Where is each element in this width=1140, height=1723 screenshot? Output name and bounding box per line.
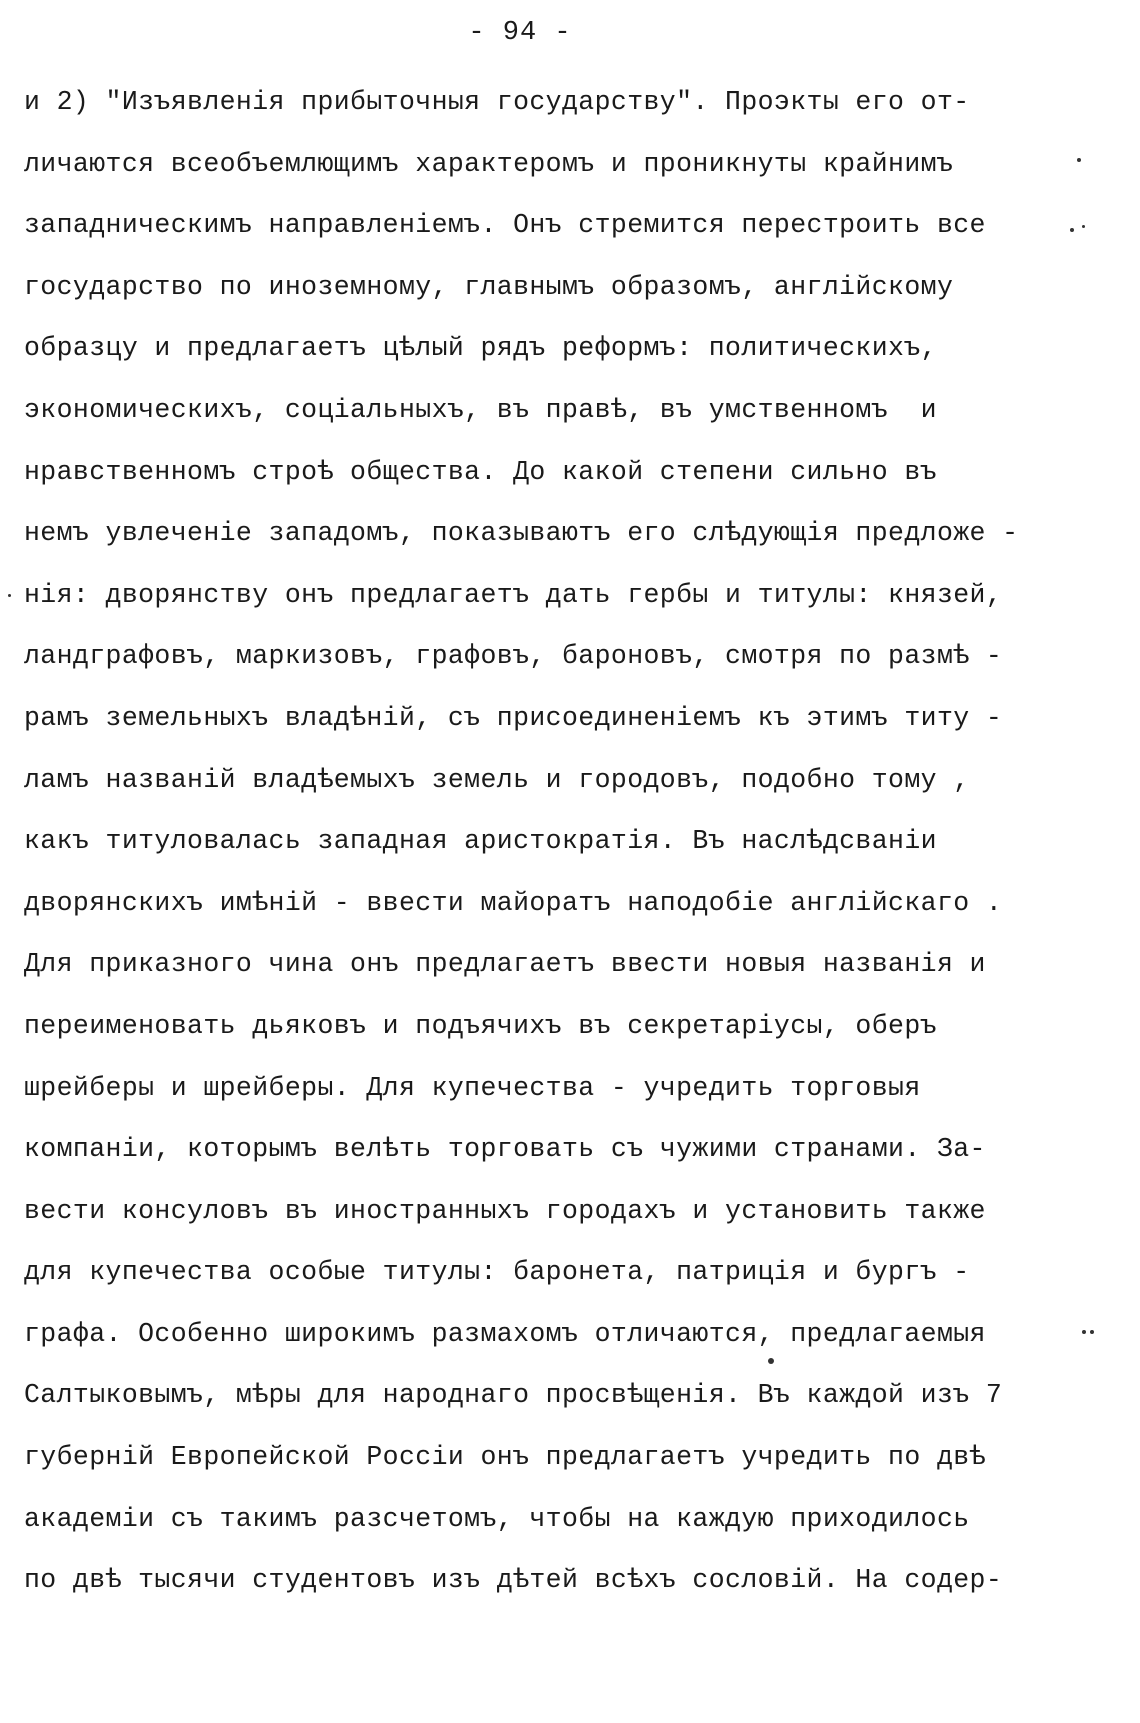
- scan-speck: [1070, 228, 1074, 232]
- scan-speck: [8, 594, 11, 597]
- text-line: академіи съ такимъ разсчетомъ, чтобы на каждую приходилось: [24, 1503, 970, 1534]
- text-line: западническимъ направленіемъ. Онъ стремится перестроить все: [24, 210, 986, 241]
- text-line: компаніи, которымъ велѣть торговать съ чужими странами. За-: [24, 1134, 986, 1165]
- scan-speck: [768, 1358, 774, 1364]
- text-line: вести консуловъ въ иностранныхъ городахъ и установить также: [24, 1195, 986, 1226]
- text-line: дворянскихъ имѣній - ввести майоратъ наподобіе англійскаго .: [24, 887, 1003, 918]
- text-line: по двѣ тысячи студентовъ изъ дѣтей всѣхъ сословій. На содер-: [24, 1565, 1003, 1596]
- text-line: экономическихъ, соціальныхъ, въ правѣ, въ умственномъ и: [24, 394, 937, 425]
- text-line: губерній Европейской Россіи онъ предлагаетъ учредить по двѣ: [24, 1442, 986, 1473]
- text-line: ламъ названій владѣемыхъ земель и городовъ, подобно тому ,: [24, 764, 970, 795]
- text-line: нія: дворянству онъ предлагаетъ дать гербы и титулы: князей,: [24, 579, 1003, 610]
- text-line: графа. Особенно широкимъ размахомъ отличаются, предлагаемыя: [24, 1318, 986, 1349]
- text-line: Салтыковымъ, мѣры для народнаго просвѣщенія. Въ каждой изъ 7: [24, 1380, 1003, 1411]
- text-line: переименовать дьяковъ и подъячихъ въ секретаріусы, оберъ: [24, 1010, 937, 1041]
- text-line: личаются всеобъемлющимъ характеромъ и проникнуты крайнимъ: [24, 148, 954, 179]
- text-line: для купечества особые титулы: баронета, патриція и бургъ -: [24, 1257, 970, 1288]
- body-text: [24, 72, 1044, 1612]
- page-number: - 94 -: [468, 18, 572, 48]
- text-line: ландграфовъ, маркизовъ, графовъ, бароновъ, смотря по размѣ -: [24, 641, 1003, 672]
- scan-speck: [1077, 158, 1081, 162]
- text-line: немъ увлеченіе западомъ, показываютъ его слѣдующія предложе -: [24, 518, 1019, 549]
- scan-speck: [1082, 1330, 1086, 1334]
- scan-speck: [1090, 1330, 1094, 1334]
- text-line: шрейберы и шрейберы. Для купечества - учредить торговыя: [24, 1072, 921, 1103]
- text-line: образцу и предлагаетъ цѣлый рядъ реформъ: политическихъ,: [24, 333, 937, 364]
- text-line: какъ титуловалась западная аристократія. Въ наслѣдсваніи: [24, 826, 937, 857]
- text-line: рамъ земельныхъ владѣній, съ присоединеніемъ къ этимъ титу -: [24, 702, 1003, 733]
- text-line: государство по иноземному, главнымъ образомъ, англійскому: [24, 271, 954, 302]
- text-line: и 2) "Изъявленія прибыточныя государству". Проэкты его от-: [24, 87, 970, 117]
- text-line: Для приказного чина онъ предлагаетъ ввести новыя названія и: [24, 949, 986, 980]
- scan-speck: [1082, 225, 1085, 228]
- text-line: нравственномъ строѣ общества. До какой степени сильно въ: [24, 456, 937, 487]
